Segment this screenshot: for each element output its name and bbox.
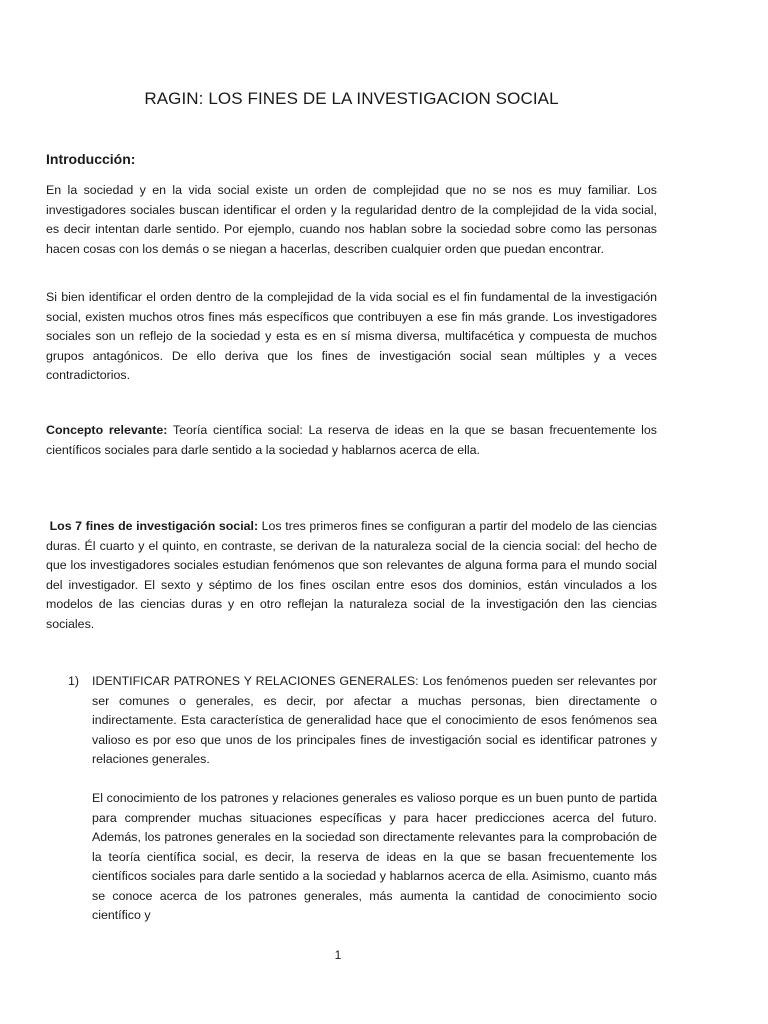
concept-text: Teoría científica social: La reserva de ideas en la que se basan frecuentemente los científicos sociales para darle sentido a la sociedad y hablarnos acerca de ella. [46,423,657,457]
page-title: RAGIN: LOS FINES DE LA INVESTIGACION SOCIAL [144,89,559,108]
list-item [68,672,657,926]
fines-paragraph [46,517,657,634]
concept-label: Concepto relevante: [46,423,168,437]
page-number: 1 [334,948,342,962]
concept-paragraph [46,421,657,460]
section-heading-introduccion: Introducción: [46,151,136,167]
list-item-number: 1) [68,674,80,688]
fines-label: Los 7 fines de investigación social: [49,519,259,533]
intro-paragraph-2: Si bien identificar el orden dentro de la complejidad de la vida social es el fin fundamental de la investigación social, existen muchos otros fines más específicos que contribuyen a ese fin más grande. Los investigadores sociales son un reflejo de la sociedad y esta es en sí misma diversa, multifacética y compuesta de muchos grupos antagónicos. De ello deriva que los fines de investigación social sean múltiples y a veces contradictorios. [46,290,657,382]
intro-paragraph-1: En la sociedad y en la vida social existe un orden de complejidad que no se nos es muy familiar. Los investigadores sociales buscan identificar el orden y la regularidad dentro de la complejidad de la vida social, es decir intentan darle sentido. Por ejemplo, cuando nos hablan sobre la sociedad sobre como las personas hacen cosas con los demás o se niegan a hacerlas, describen cualquier orden que puedan encontrar. [46,183,657,256]
document-page [46,0,657,1024]
list-item-text: IDENTIFICAR PATRONES Y RELACIONES GENERALES: Los fenómenos pueden ser relevantes por ser comunes o generales, es decir, por afectar a muchas personas, bien directamente o indirectamente. Esta característica de generalidad hace que el conocimiento de esos fenómenos sea valioso es por eso que unos de los principales fines de investigación social es identificar patrones y relaciones generales. [92,674,657,766]
fines-text: Los tres primeros fines se configuran a partir del modelo de las ciencias duras. Él cuarto y el quinto, en contraste, se derivan de la naturaleza social de la ciencia social: del hecho de que los investigadores sociales estudian fenómenos que son relevantes de alguna forma para el mundo social del investigador. El sexto y séptimo de los fines oscilan entre esos dos dominios, están vinculados a los modelos de las ciencias duras y en otro reflejan la naturaleza social de la investigación den las ciencias sociales. [46,519,657,631]
list-item-subparagraph: El conocimiento de los patrones y relaciones generales es valioso porque es un buen punto de partida para comprender muchas situaciones específicas y para hacer predicciones acerca del futuro. Además, los patrones generales en la sociedad son directamente relevantes para la comprobación de la teoría científica social, es decir, la reserva de ideas en la que se basan frecuentemente los científicos sociales para darle sentido a la sociedad y hablarnos acerca de ella. Asimismo, cuanto más se conoce acerca de los patrones generales, más aumenta la cantidad de conocimiento socio científico y [92,791,657,922]
fines-list [68,672,657,926]
